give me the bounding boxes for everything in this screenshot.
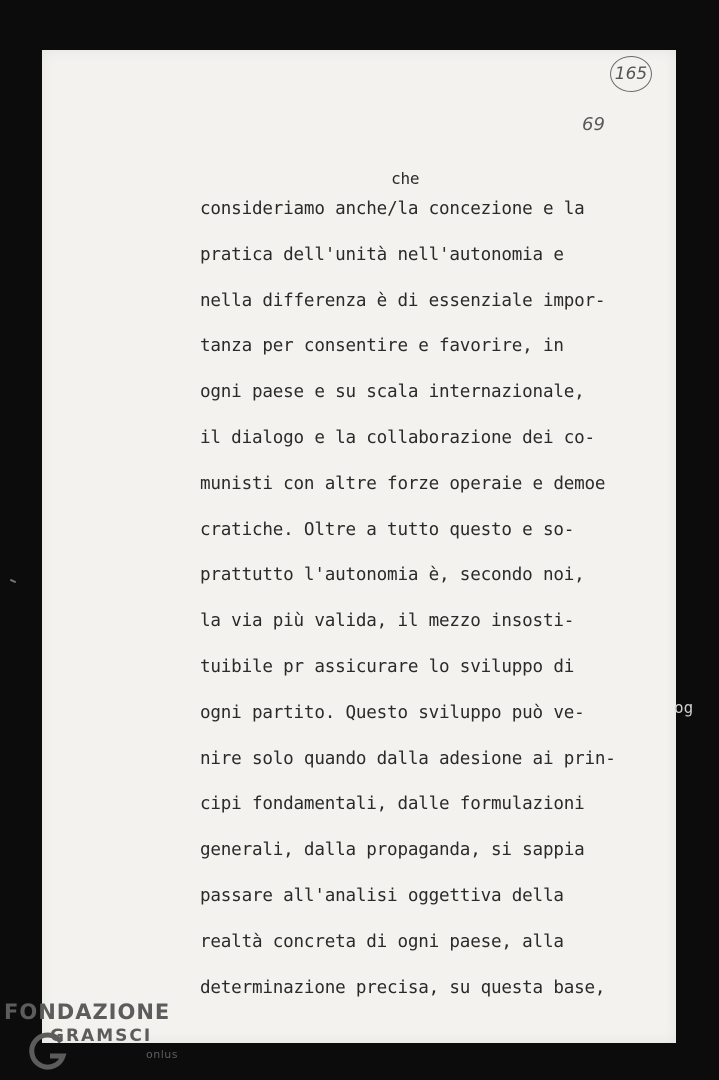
text-line: il dialogo e la collaborazione dei co- <box>200 427 595 448</box>
edge-mark <box>10 579 16 583</box>
text-line: ogni paese e su scala internazionale, <box>200 382 585 403</box>
text-line: passare all'analisi oggettiva della <box>200 885 564 906</box>
text-line: prattutto l'autonomia è, secondo noi, <box>200 565 585 586</box>
typed-page <box>42 50 694 1043</box>
text-line: cipi fondamentali, dalle formulazioni <box>200 794 585 815</box>
text-line: determinazione precisa, su questa base, <box>200 977 606 998</box>
text-line: generali, dalla propaganda, si sappia <box>200 840 585 861</box>
insertion-mark: / che <box>387 169 420 219</box>
text-line: tanza per consentire e favorire, in <box>200 336 564 357</box>
handwritten-page-number: 69 <box>582 114 605 135</box>
bleed-through-text: og <box>674 698 694 717</box>
line1-after: la concezione e la <box>397 199 585 219</box>
text-line: tuibile pr assicurare lo sviluppo di <box>200 656 575 677</box>
text-line: cratiche. Oltre a tutto questo e so- <box>200 519 575 540</box>
text-line-1 <box>200 169 616 233</box>
watermark-onlus: onlus <box>146 1048 178 1061</box>
text-line: nire solo quando dalla adesione ai prin- <box>200 748 616 769</box>
fondazione-gramsci-watermark <box>4 1000 178 1061</box>
insertion-word: che <box>391 169 420 188</box>
line1-before: consideriamo anche <box>200 199 388 219</box>
circled-page-number: 165 <box>610 56 652 92</box>
text-line: la via più valida, il mezzo insosti- <box>200 611 575 632</box>
text-line: pratica dell'unità nell'autonomia e <box>200 244 564 265</box>
typed-text-block <box>200 169 616 1011</box>
watermark-line1: FONDAZIONE <box>4 1000 171 1024</box>
text-line: realtà concreta di ogni paese, alla <box>200 931 564 952</box>
text-line: munisti con altre forze operaie e demoe <box>200 473 606 494</box>
text-line: ogni partito. Questo sviluppo può ve- <box>200 702 585 723</box>
text-line: nella differenza è di essenziale impor- <box>200 290 606 311</box>
watermark-line2: GRAMSCI <box>50 1026 153 1046</box>
